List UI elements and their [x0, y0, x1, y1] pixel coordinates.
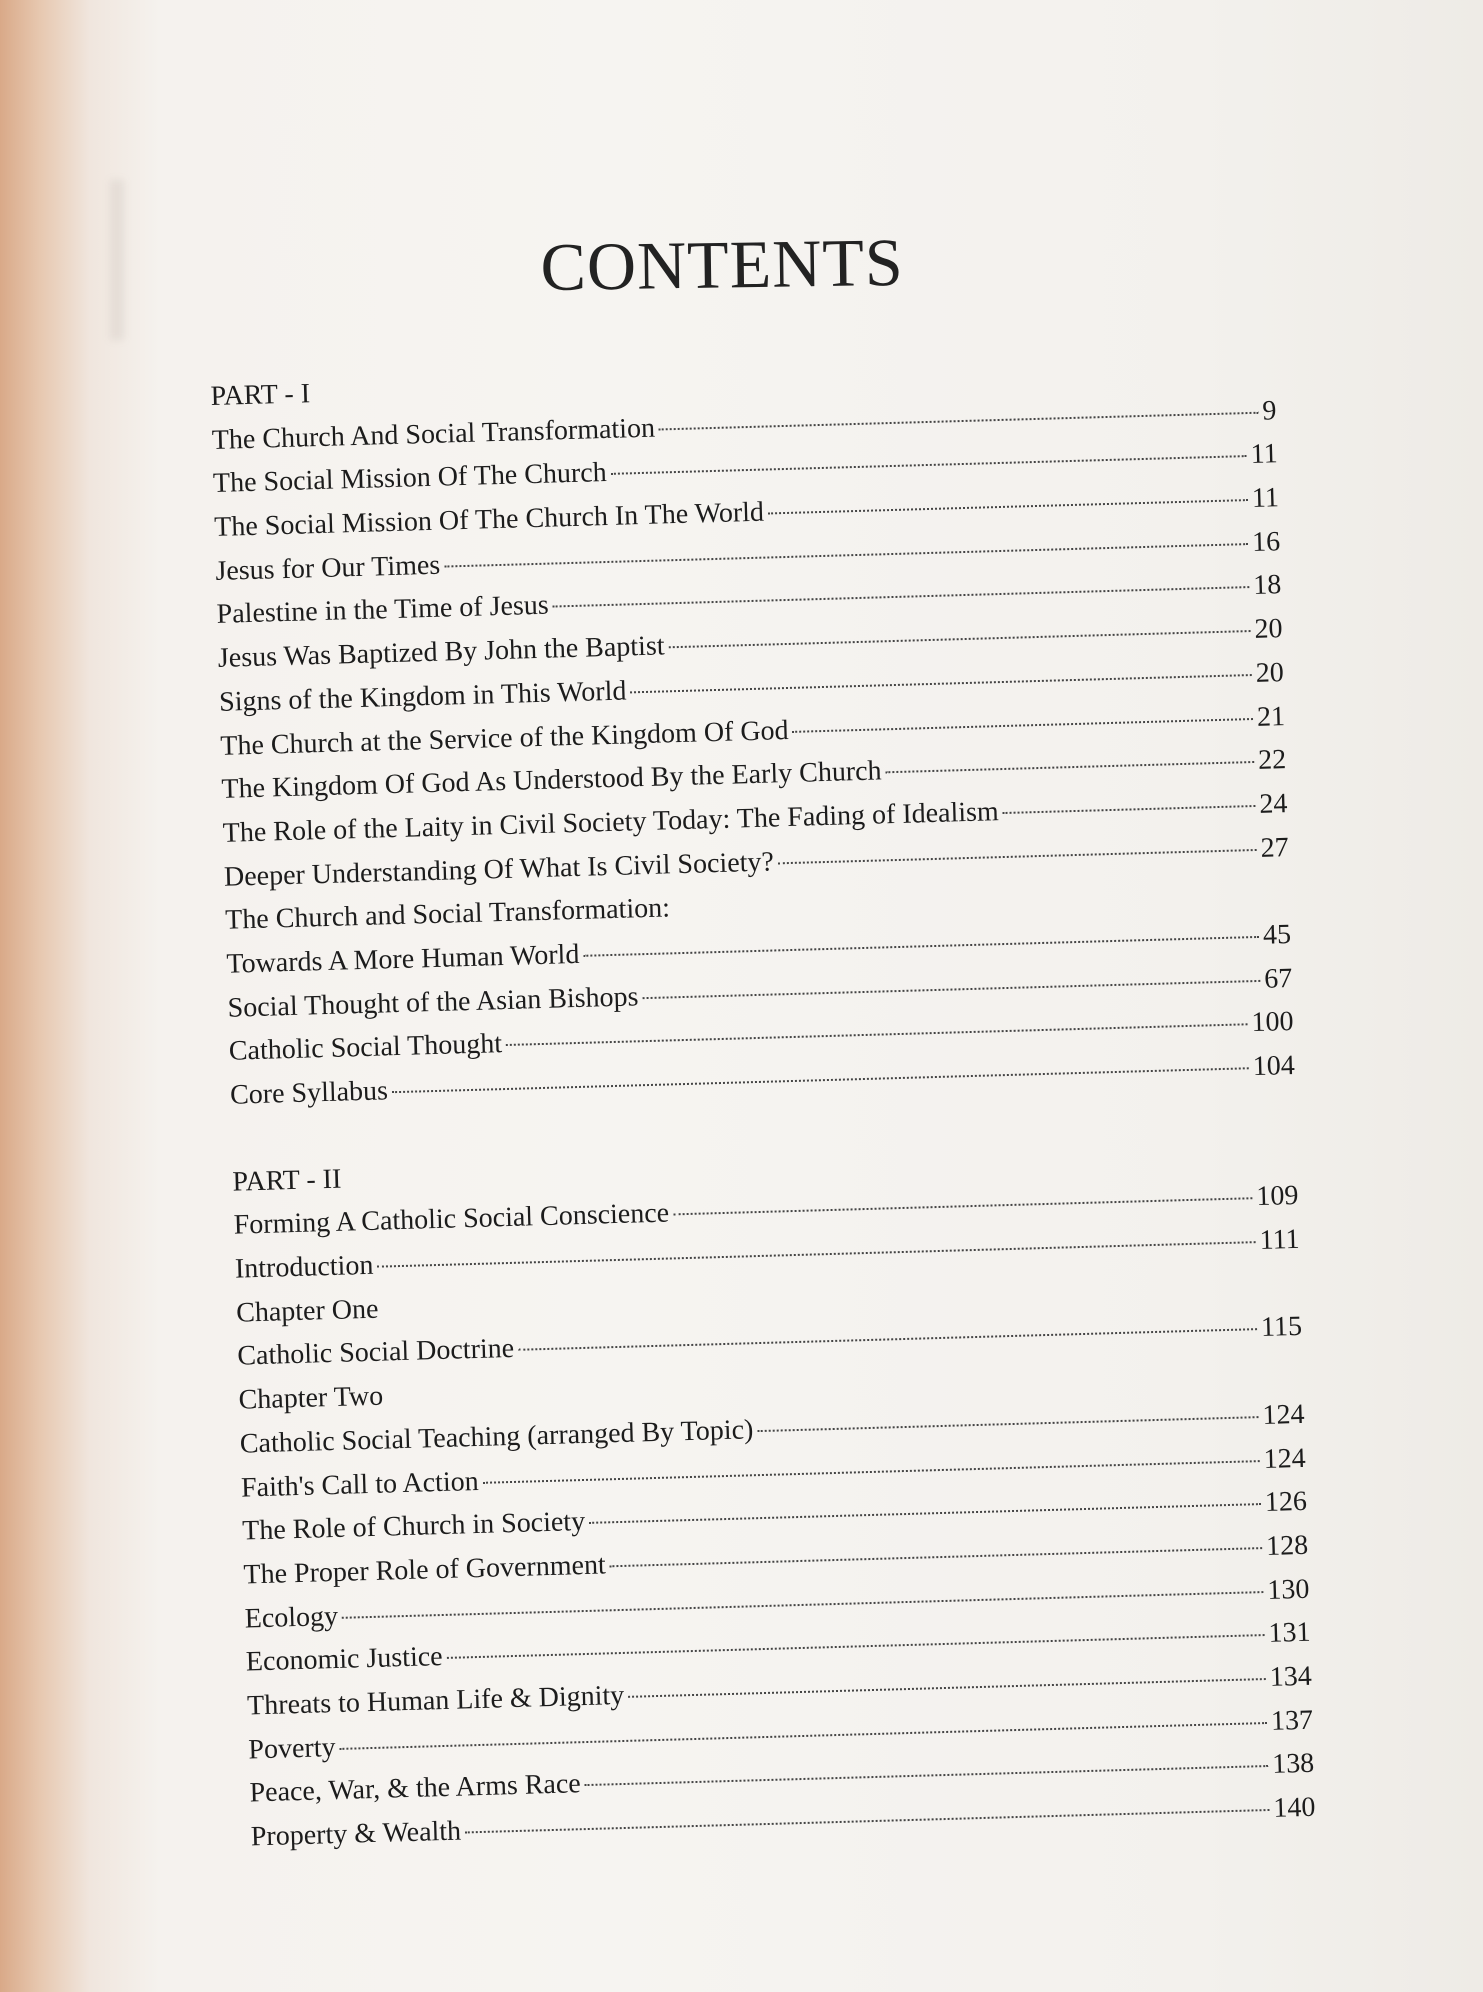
- toc-entry-page-number: 115: [1260, 1311, 1303, 1344]
- part-heading-1: PART - I: [210, 378, 311, 412]
- toc-entry-page-number: 134: [1269, 1660, 1313, 1693]
- dot-leader: [483, 1460, 1260, 1484]
- page-title: CONTENTS: [540, 223, 905, 305]
- dot-leader: [642, 980, 1260, 999]
- toc-entry-title: The Role of the Laity in Civil Society Today: The Fading of Idealism: [222, 796, 1000, 849]
- toc-entry-page-number: 18: [1252, 569, 1282, 602]
- toc-entry-page-number: 20: [1255, 656, 1285, 689]
- page-shadow: [110, 180, 124, 340]
- toc-entry-title: Introduction: [234, 1249, 374, 1285]
- dot-leader: [630, 674, 1251, 693]
- dot-leader: [610, 1547, 1262, 1567]
- toc-entry-title: Ecology: [244, 1600, 339, 1635]
- toc-entry-title: Chapter One: [235, 1293, 379, 1329]
- toc-entry-page-number: 138: [1271, 1748, 1315, 1781]
- toc-entry-title: Property & Wealth: [250, 1815, 462, 1853]
- toc-entry-title: Core Syllabus: [229, 1075, 389, 1111]
- toc-entry-page-number: 137: [1270, 1704, 1314, 1737]
- toc-entry-page-number: 131: [1268, 1617, 1311, 1650]
- toc-entry-title: The Kingdom Of God As Understood By the Early Church: [221, 755, 883, 806]
- toc-entry-title: The Church And Social Transformation: [211, 412, 656, 456]
- toc-entry-title: Social Thought of the Asian Bishops: [227, 980, 639, 1024]
- dot-leader: [583, 936, 1259, 957]
- toc-entry-title: Threats to Human Life & Dignity: [246, 1679, 625, 1722]
- toc-entry-page-number: 124: [1262, 1398, 1305, 1431]
- dot-leader: [778, 849, 1257, 864]
- toc-entry-page-number: 9: [1261, 394, 1277, 427]
- toc-entry-page-number: 126: [1264, 1486, 1308, 1519]
- dot-leader: [585, 1765, 1269, 1786]
- dot-leader: [611, 455, 1247, 475]
- dot-leader: [1003, 805, 1256, 814]
- toc-entry-title: Catholic Social Doctrine: [236, 1333, 515, 1373]
- dot-leader: [342, 1591, 1263, 1619]
- table-of-contents: [210, 345, 1316, 1859]
- toc-entry-title: Catholic Social Teaching (arranged By Topic): [239, 1414, 754, 1460]
- dot-leader: [768, 499, 1248, 514]
- toc-entry-title: Peace, War, & the Arms Race: [249, 1768, 582, 1809]
- dot-leader: [757, 1416, 1258, 1432]
- toc-entry-page-number: 140: [1273, 1791, 1316, 1824]
- toc-entry-title: Forming A Catholic Social Conscience: [233, 1197, 670, 1242]
- toc-entry-page-number: 124: [1263, 1442, 1307, 1475]
- toc-entry-title: The Social Mission Of The Church In The World: [213, 496, 765, 543]
- toc-entry-page-number: 45: [1262, 918, 1292, 951]
- toc-entry-page-number: 27: [1260, 831, 1290, 864]
- dot-leader: [465, 1809, 1269, 1833]
- dot-leader: [518, 1329, 1257, 1352]
- dot-leader: [506, 1024, 1248, 1047]
- toc-entry-title: Palestine in the Time of Jesus: [216, 590, 550, 631]
- toc-entry-title: Economic Justice: [245, 1641, 444, 1678]
- toc-entry-page-number: 11: [1251, 482, 1280, 515]
- toc-entry-title: Signs of the Kingdom in This World: [218, 675, 627, 718]
- toc-entry-title: Catholic Social Thought: [228, 1028, 503, 1068]
- toc-entry-page-number: 16: [1251, 525, 1281, 558]
- dot-leader: [377, 1241, 1255, 1268]
- part-2-entries: [233, 1174, 1316, 1859]
- toc-entry-title: The Role of Church in Society: [241, 1506, 586, 1547]
- dot-leader: [886, 761, 1255, 773]
- toc-entry-page-number: 21: [1256, 700, 1286, 733]
- toc-entry-title: Towards A More Human World: [226, 938, 580, 980]
- toc-entry-page-number: 100: [1251, 1006, 1294, 1039]
- part-heading-2: PART - II: [232, 1163, 342, 1198]
- dot-leader: [553, 587, 1250, 608]
- toc-entry-page-number: 22: [1257, 744, 1287, 777]
- toc-entry-title: The Church and Social Transformation:: [224, 892, 671, 937]
- toc-entry-page-number: 109: [1255, 1180, 1299, 1213]
- toc-entry-page-number: 130: [1266, 1573, 1310, 1606]
- toc-entry-title: The Social Mission Of The Church: [212, 457, 608, 500]
- toc-entry-title: Jesus for Our Times: [215, 549, 441, 587]
- dot-leader: [589, 1503, 1261, 1524]
- toc-entry-title: Jesus Was Baptized By John the Baptist: [217, 630, 665, 675]
- toc-entry-title: Chapter Two: [238, 1380, 384, 1416]
- toc-entry-title: Poverty: [247, 1731, 336, 1766]
- toc-entry-title: Faith's Call to Action: [240, 1465, 480, 1504]
- toc-entry-page-number: 111: [1259, 1223, 1300, 1257]
- toc-entry-page-number: 67: [1263, 962, 1293, 995]
- toc-entry-page-number: 104: [1252, 1049, 1296, 1083]
- part-1-entries: [211, 389, 1295, 1117]
- toc-entry-page-number: 128: [1265, 1529, 1309, 1562]
- dot-leader: [444, 543, 1248, 567]
- dot-leader: [339, 1722, 1267, 1750]
- toc-entry-title: The Proper Role of Government: [243, 1549, 607, 1591]
- toc-entry-page-number: 24: [1258, 787, 1288, 820]
- toc-entry-title: The Church at the Service of the Kingdom Of God: [219, 714, 789, 762]
- toc-entry-title: Deeper Understanding Of What Is Civil Society?: [223, 846, 775, 893]
- dot-leader: [673, 1198, 1252, 1216]
- dot-leader: [793, 718, 1253, 733]
- dot-leader: [628, 1678, 1266, 1698]
- dot-leader: [659, 411, 1259, 430]
- dot-leader: [447, 1634, 1265, 1659]
- toc-entry-page-number: 20: [1254, 613, 1283, 646]
- toc-entry-page-number: 11: [1250, 438, 1279, 471]
- dot-leader: [392, 1067, 1249, 1093]
- dot-leader: [669, 630, 1251, 648]
